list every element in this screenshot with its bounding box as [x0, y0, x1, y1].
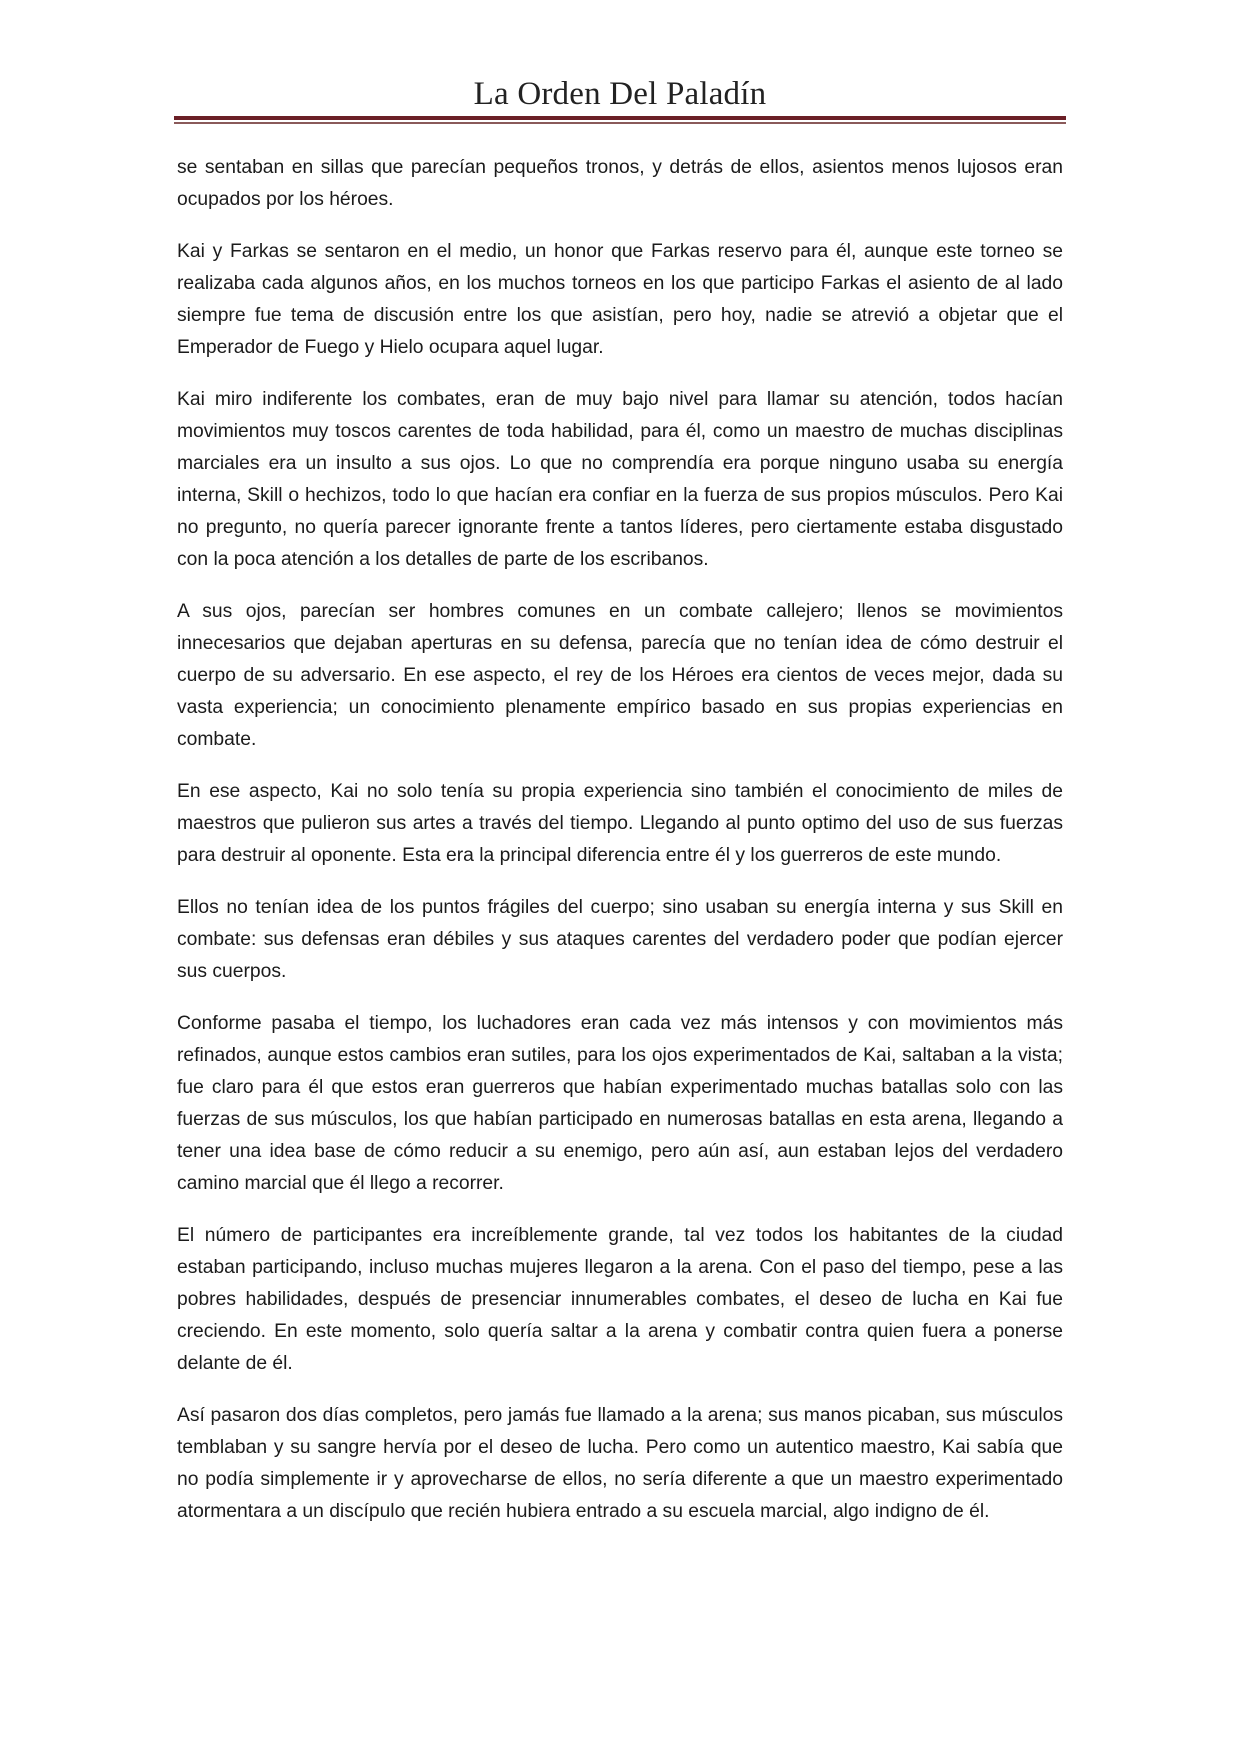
body-text — [177, 152, 1063, 1548]
header-title: La Orden Del Paladín — [473, 76, 767, 112]
paragraph: se sentaban en sillas que parecían pequeños tronos, y detrás de ellos, asientos menos lujosos eran ocupados por los héroes. — [177, 157, 1063, 210]
paragraph: Así pasaron dos días completos, pero jamás fue llamado a la arena; sus manos picaban, sus músculos temblaban y su sangre hervía por el deseo de lucha. Pero como un autentico maestro, Kai sabía que no podía simplemente ir y aprovecharse de ellos, no sería diferente a que un maestro experimentado atormentara a un discípulo que recién hubiera entrado a su escuela marcial, algo indigno de él. — [177, 1405, 1063, 1522]
paragraph: Ellos no tenían idea de los puntos frágiles del cuerpo; sino usaban su energía interna y sus Skill en combate: sus defensas eran débiles y sus ataques carentes del verdadero poder que podían ejercer sus cuerpos. — [177, 897, 1063, 982]
paragraph: En ese aspecto, Kai no solo tenía su propia experiencia sino también el conocimiento de miles de maestros que pulieron sus artes a través del tiempo. Llegando al punto optimo del uso de sus fuerzas para destruir al oponente. Esta era la principal diferencia entre él y los guerreros de este mundo. — [177, 781, 1063, 866]
header-divider-thick — [174, 116, 1066, 120]
header-divider — [174, 116, 1066, 125]
paragraph: El número de participantes era increíblemente grande, tal vez todos los habitantes de la ciudad estaban participando, incluso muchas mujeres llegaron a la arena. Con el paso del tiempo, pese a las pobres habilidades, después de presenciar innumerables combates, el deseo de lucha en Kai fue creciendo. En este momento, solo quería saltar a la arena y combatir contra quien fuera a ponerse delante de él. — [177, 1225, 1063, 1374]
paragraph: Conforme pasaba el tiempo, los luchadores eran cada vez más intensos y con movimientos más refinados, aunque estos cambios eran sutiles, para los ojos experimentados de Kai, saltaban a la vista; fue claro para él que estos eran guerreros que habían experimentado muchas batallas solo con las fuerzas de sus músculos, los que habían participado en numerosas batallas en esta arena, llegando a tener una idea base de cómo reducir a su enemigo, pero aún así, aun estaban lejos del verdadero camino marcial que él llego a recorrer. — [177, 1013, 1063, 1194]
page-header — [174, 72, 1066, 116]
paragraph: Kai miro indiferente los combates, eran de muy bajo nivel para llamar su atención, todos hacían movimientos muy toscos carentes de toda habilidad, para él, como un maestro de muchas disciplinas marciales era un insulto a sus ojos. Lo que no comprendía era porque ninguno usaba su energía interna, Skill o hechizos, todo lo que hacían era confiar en la fuerza de sus propios músculos. Pero Kai no pregunto, no quería parecer ignorante frente a tantos líderes, pero ciertamente estaba disgustado con la poca atención a los detalles de parte de los escribanos. — [177, 389, 1063, 570]
header-divider-thin — [174, 122, 1066, 124]
paragraph: A sus ojos, parecían ser hombres comunes en un combate callejero; llenos se movimientos innecesarios que dejaban aperturas en su defensa, parecía que no tenían idea de cómo destruir el cuerpo de su adversario. En ese aspecto, el rey de los Héroes era cientos de veces mejor, dada su vasta experiencia; un conocimiento plenamente empírico basado en sus propias experiencias en combate. — [177, 601, 1063, 750]
paragraph: Kai y Farkas se sentaron en el medio, un honor que Farkas reservo para él, aunque este torneo se realizaba cada algunos años, en los muchos torneos en los que participo Farkas el asiento de al lado siempre fue tema de discusión entre los que asistían, pero hoy, nadie se atrevió a objetar que el Emperador de Fuego y Hielo ocupara aquel lugar. — [177, 241, 1063, 358]
